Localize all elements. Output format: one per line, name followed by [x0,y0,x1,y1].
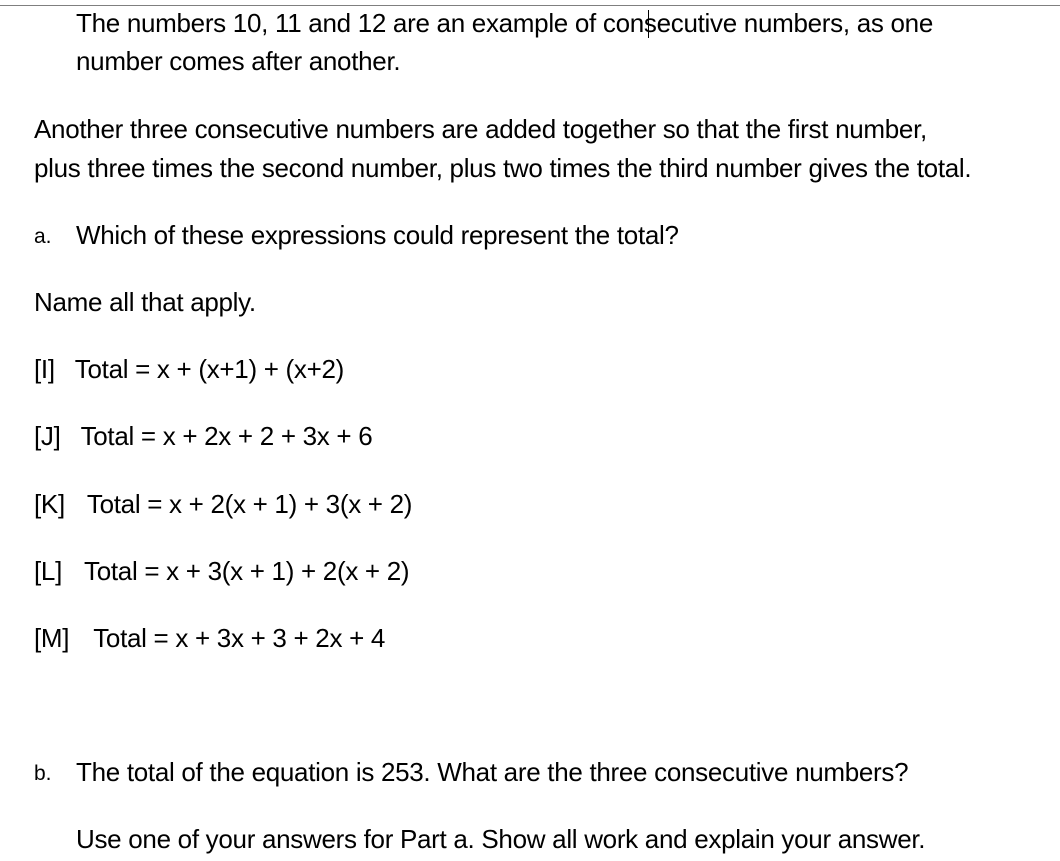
part-b-instruction: Use one of your answers for Part a. Show all work and explain your answer. [76,824,926,854]
option-expression: Total = x + 3x + 3 + 2x + 4 [93,623,386,653]
option-i [34,354,344,384]
option-label: [L] [34,556,63,586]
intro-line-1: The numbers 10, 11 and 12 are an example of consecutive numbers, as one [76,8,933,38]
option-m [34,623,385,653]
page-top-border [0,5,1060,6]
option-l [34,556,409,586]
problem-line-1: Another three consecutive numbers are added together so that the first number, [34,114,927,144]
option-expression: Total = x + 2x + 2 + 3x + 6 [80,421,373,451]
part-b-marker: b. [34,762,52,785]
option-label: [K] [34,489,65,519]
part-a-instruction: Name all that apply. [34,287,256,317]
part-a-question: Which of these expressions could represent the total? [76,220,679,250]
option-label: [M] [34,623,70,653]
problem-line-2: plus three times the second number, plus two times the third number gives the total. [34,153,972,183]
part-a-marker: a. [34,225,52,248]
option-j [34,421,372,451]
part-b-question: The total of the equation is 253. What are the three consecutive numbers? [76,757,909,787]
option-expression: Total = x + (x+1) + (x+2) [74,354,345,384]
option-k [34,489,412,519]
intro-line-2: number comes after another. [76,46,401,76]
option-expression: Total = x + 3(x + 1) + 2(x + 2) [84,556,410,586]
text-cursor [648,10,649,38]
option-expression: Total = x + 2(x + 1) + 3(x + 2) [86,489,413,519]
option-label: [I] [34,354,55,384]
option-label: [J] [34,421,61,451]
